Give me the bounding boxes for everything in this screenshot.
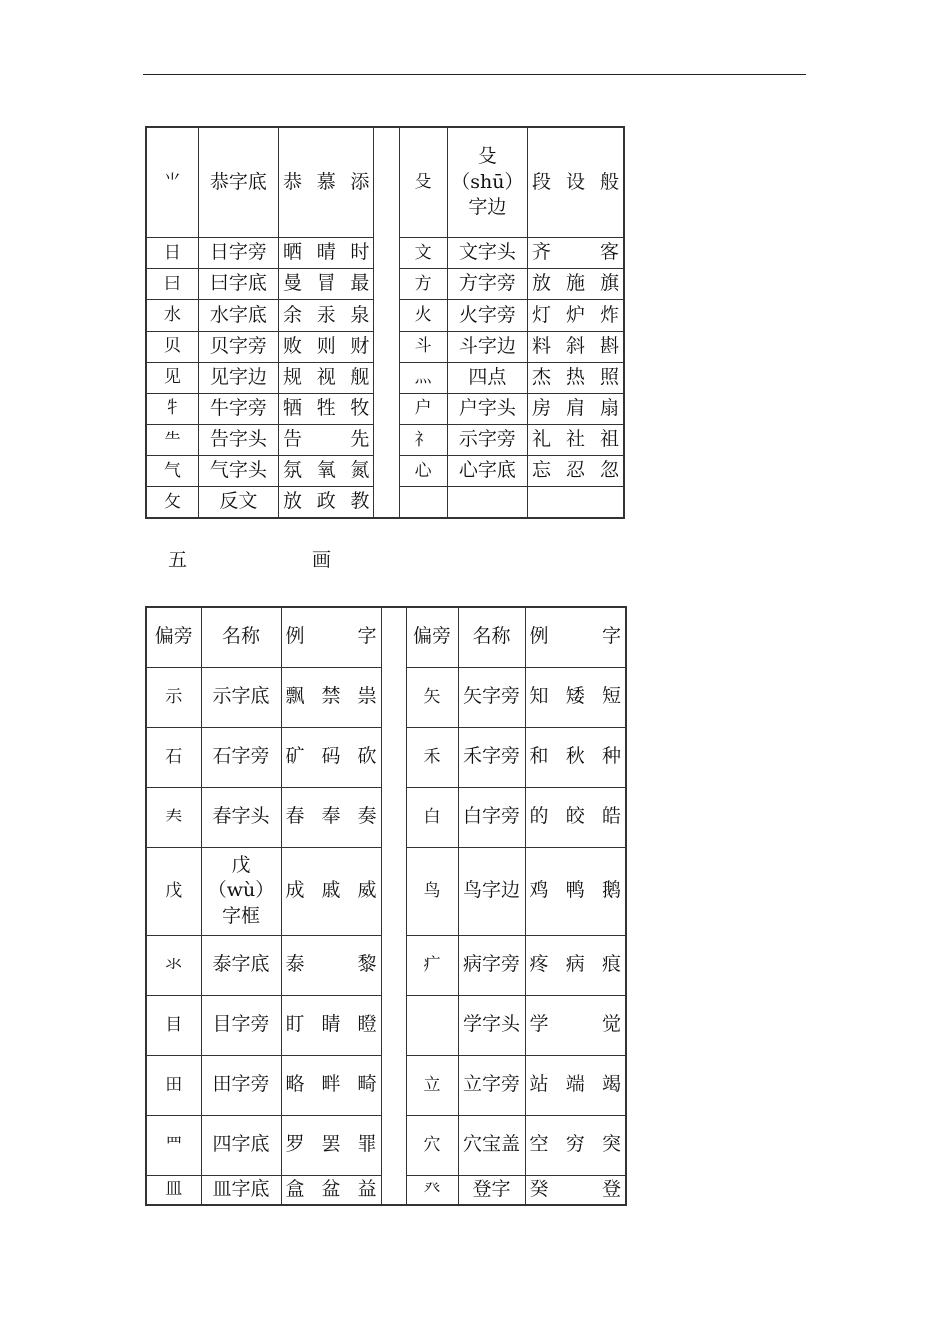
name-cell: 泰字底 — [201, 935, 281, 995]
examples-cell: 知 矮 短 — [525, 667, 626, 727]
radical-cell: ⺧ — [146, 425, 198, 456]
radical-cell: 心 — [399, 456, 447, 487]
name-cell — [447, 487, 527, 518]
name-cell: 方字旁 — [447, 269, 527, 300]
name-cell: 心字底 — [447, 456, 527, 487]
table-row — [146, 487, 624, 518]
name-cell: 皿字底 — [201, 1175, 281, 1205]
examples-cell: 杰 热 照 — [528, 362, 624, 393]
examples-cell: 疼 病 痕 — [525, 935, 626, 995]
radical-cell: 方 — [399, 269, 447, 300]
name-cell: 恭字底 — [198, 127, 278, 238]
table-row — [146, 727, 626, 787]
name-cell: 春字头 — [201, 787, 281, 847]
examples-cell: 灯 炉 炸 — [528, 300, 624, 331]
radical-cell: 斗 — [399, 331, 447, 362]
table-gap — [374, 331, 399, 362]
radical-cell: 氺 — [146, 935, 201, 995]
table-row — [146, 1175, 626, 1205]
radical-cell: 穴 — [406, 1115, 458, 1175]
table-row — [146, 331, 624, 362]
table-gap — [381, 995, 406, 1055]
examples-cell: 曼 冒 最 — [279, 269, 374, 300]
examples-cell: 恭 慕 添 — [279, 127, 374, 238]
examples-cell: 晒 晴 时 — [279, 238, 374, 269]
table-gap — [374, 300, 399, 331]
radical-cell: 石 — [146, 727, 201, 787]
examples-cell: 败 则 财 — [279, 331, 374, 362]
radical-cell: 见 — [146, 362, 198, 393]
table-row — [146, 995, 626, 1055]
table-row — [146, 935, 626, 995]
name-cell: 禾字旁 — [458, 727, 525, 787]
name-cell: 石字旁 — [201, 727, 281, 787]
radical-cell: 贝 — [146, 331, 198, 362]
examples-cell: 牺 牲 牧 — [279, 393, 374, 424]
table-row — [146, 847, 626, 935]
examples-cell: 学 觉 — [525, 995, 626, 1055]
table-gap — [374, 269, 399, 300]
table-gap — [381, 607, 406, 667]
radical-cell: 疒 — [406, 935, 458, 995]
table-row — [146, 425, 624, 456]
name-cell: 见字边 — [198, 362, 278, 393]
radical-cell: 偏旁 — [146, 607, 201, 667]
table-gap — [381, 1175, 406, 1205]
radicals-table-five-strokes — [145, 606, 627, 1206]
name-cell: 四点 — [447, 362, 527, 393]
radical-cell: 鸟 — [406, 847, 458, 935]
radical-cell: 目 — [146, 995, 201, 1055]
examples-cell — [528, 487, 624, 518]
examples-cell: 站 端 竭 — [525, 1055, 626, 1115]
name-cell: 穴宝盖 — [458, 1115, 525, 1175]
table-row — [146, 269, 624, 300]
table-row — [146, 787, 626, 847]
radical-cell: 气 — [146, 456, 198, 487]
name-cell: 登字 — [458, 1175, 525, 1205]
examples-cell: 矿 码 砍 — [281, 727, 381, 787]
examples-cell: 成 戚 威 — [281, 847, 381, 935]
table-row — [146, 607, 626, 667]
table-gap — [374, 127, 399, 238]
radical-cell: 田 — [146, 1055, 201, 1115]
radical-cell — [399, 487, 447, 518]
radical-cell: 户 — [399, 393, 447, 424]
name-cell: 日字旁 — [198, 238, 278, 269]
table-gap — [374, 487, 399, 518]
name-cell: 斗字边 — [447, 331, 527, 362]
table-gap — [381, 1055, 406, 1115]
name-cell: 户字头 — [447, 393, 527, 424]
examples-cell: 余 汞 泉 — [279, 300, 374, 331]
name-cell: 名称 — [201, 607, 281, 667]
name-cell: 名称 — [458, 607, 525, 667]
table-gap — [374, 393, 399, 424]
name-cell: 戊（wù）字框 — [201, 847, 281, 935]
radical-cell: 𡗗 — [146, 787, 201, 847]
examples-cell: 例 字 — [525, 607, 626, 667]
examples-cell: 氛 氧 氮 — [279, 456, 374, 487]
table-row — [146, 362, 624, 393]
radical-cell: 矢 — [406, 667, 458, 727]
name-cell: 白字旁 — [458, 787, 525, 847]
examples-cell: 略 畔 畸 — [281, 1055, 381, 1115]
examples-cell: 规 视 舰 — [279, 362, 374, 393]
section-heading-right: 画 — [312, 549, 332, 571]
radical-cell: 皿 — [146, 1175, 201, 1205]
examples-cell: 罗 罢 罪 — [281, 1115, 381, 1175]
radical-cell: 文 — [399, 238, 447, 269]
examples-cell: 告 先 — [279, 425, 374, 456]
table-gap — [381, 935, 406, 995]
examples-cell: 盒 盆 益 — [281, 1175, 381, 1205]
examples-cell: 放 施 旗 — [528, 269, 624, 300]
table-gap — [374, 362, 399, 393]
examples-cell: 忘 忍 忽 — [528, 456, 624, 487]
table-row — [146, 300, 624, 331]
examples-cell: 放 政 教 — [279, 487, 374, 518]
name-cell: 四字底 — [201, 1115, 281, 1175]
table-row — [146, 127, 624, 238]
radical-cell: 癶 — [406, 1175, 458, 1205]
table-row — [146, 1055, 626, 1115]
examples-cell: 癸 登 — [525, 1175, 626, 1205]
name-cell: 牛字旁 — [198, 393, 278, 424]
table-gap — [374, 425, 399, 456]
table-row — [146, 238, 624, 269]
name-cell: 曰字底 — [198, 269, 278, 300]
name-cell: 学字头 — [458, 995, 525, 1055]
section-heading-left: 五 — [168, 549, 188, 571]
radical-cell: 白 — [406, 787, 458, 847]
name-cell: 火字旁 — [447, 300, 527, 331]
name-cell: 鸟字边 — [458, 847, 525, 935]
radical-cell: 曰 — [146, 269, 198, 300]
table-gap — [381, 1115, 406, 1175]
name-cell: 告字头 — [198, 425, 278, 456]
radical-cell: 牜 — [146, 393, 198, 424]
table-gap — [381, 847, 406, 935]
examples-cell: 的 皎 皓 — [525, 787, 626, 847]
header-rule — [143, 74, 806, 75]
radical-cell: 偏旁 — [406, 607, 458, 667]
table-gap — [374, 456, 399, 487]
radical-cell: 示 — [146, 667, 201, 727]
examples-cell: 齐 客 — [528, 238, 624, 269]
radical-cell: 礻 — [399, 425, 447, 456]
name-cell: 贝字旁 — [198, 331, 278, 362]
radical-cell: 禾 — [406, 727, 458, 787]
name-cell: 文字头 — [447, 238, 527, 269]
examples-cell: 和 秋 种 — [525, 727, 626, 787]
radical-cell: 戊 — [146, 847, 201, 935]
radical-cell: 灬 — [399, 362, 447, 393]
radical-cell: 殳 — [399, 127, 447, 238]
table-row — [146, 1115, 626, 1175]
radical-cell: ⺌ — [146, 127, 198, 238]
table-row — [146, 456, 624, 487]
examples-cell: 礼 社 祖 — [528, 425, 624, 456]
table-gap — [374, 238, 399, 269]
table-row — [146, 667, 626, 727]
examples-cell: 春 奉 奏 — [281, 787, 381, 847]
radicals-table-four-strokes — [145, 126, 625, 519]
name-cell: 反文 — [198, 487, 278, 518]
radical-cell: 立 — [406, 1055, 458, 1115]
name-cell: 病字旁 — [458, 935, 525, 995]
name-cell: 气字头 — [198, 456, 278, 487]
radical-cell: 攵 — [146, 487, 198, 518]
radical-cell — [406, 995, 458, 1055]
examples-cell: 飘 禁 祟 — [281, 667, 381, 727]
radical-cell: 日 — [146, 238, 198, 269]
examples-cell: 空 穷 突 — [525, 1115, 626, 1175]
name-cell: 田字旁 — [201, 1055, 281, 1115]
table-gap — [381, 787, 406, 847]
examples-cell: 例 字 — [281, 607, 381, 667]
table-gap — [381, 727, 406, 787]
name-cell: 殳（shū）字边 — [447, 127, 527, 238]
name-cell: 立字旁 — [458, 1055, 525, 1115]
examples-cell: 料 斜 斟 — [528, 331, 624, 362]
table-row — [146, 393, 624, 424]
table-gap — [381, 667, 406, 727]
radical-cell: 水 — [146, 300, 198, 331]
examples-cell: 泰 黎 — [281, 935, 381, 995]
examples-cell: 鸡 鸭 鹅 — [525, 847, 626, 935]
name-cell: 目字旁 — [201, 995, 281, 1055]
examples-cell: 段 设 般 — [528, 127, 624, 238]
examples-cell: 房 肩 扇 — [528, 393, 624, 424]
name-cell: 水字底 — [198, 300, 278, 331]
name-cell: 示字旁 — [447, 425, 527, 456]
name-cell: 示字底 — [201, 667, 281, 727]
examples-cell: 盯 睛 瞪 — [281, 995, 381, 1055]
radical-cell: 罒 — [146, 1115, 201, 1175]
name-cell: 矢字旁 — [458, 667, 525, 727]
radical-cell: 火 — [399, 300, 447, 331]
